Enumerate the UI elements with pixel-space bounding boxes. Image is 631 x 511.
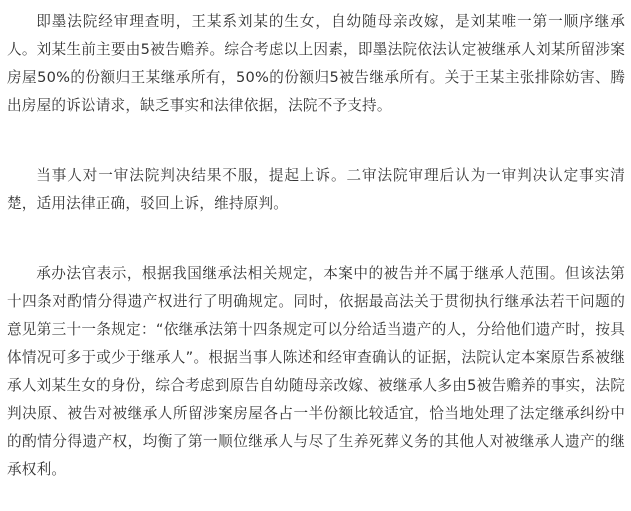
paragraph-court-findings: 即墨法院经审理查明，王某系刘某的生女，自幼随母亲改嫁，是刘某唯一第一顺序继承人。刘某生前主要由5被告赡养。综合考虑以上因素，即墨法院依法认定被继承人刘某所留涉案房屋50%的份额归王某继承所有，50%的份额归5被告继承所有。关于王某主张排除妨害、腾出房屋的诉讼请求，缺乏事实和法律依据，法院不予支持。 (7, 13, 625, 114)
article-body (7, 8, 625, 484)
paragraph-judge-explanation: 承办法官表示，根据我国继承法相关规定，本案中的被告并不属于继承人范围。但该法第十四条对酌情分得遗产权进行了明确规定。同时，依据最高法关于贯彻执行继承法若干问题的意见第三十一条规定：“依继承法第十四条规定可以分给适当遗产的人，分给他们遗产时，按具体情况可多于或少于继承人”。根据当事人陈述和经审查确认的证据，法院认定本案原告系被继承人刘某生女的身份，综合考虑到原告自幼随母亲改嫁、被继承人多由5被告赡养的事实，法院判决原、被告对被继承人所留涉案房屋各占一半份额比较适宜，恰当地处理了法定继承纠纷中的酌情分得遗产权，均衡了第一顺位继承人与尽了生养死葬义务的其他人对被继承人遗产的继承权利。 (7, 265, 625, 478)
paragraph-appeal-result: 当事人对一审法院判决结果不服，提起上诉。二审法院审理后认为一审判决认定事实清楚，适用法律正确，驳回上诉，维持原判。 (7, 167, 625, 212)
